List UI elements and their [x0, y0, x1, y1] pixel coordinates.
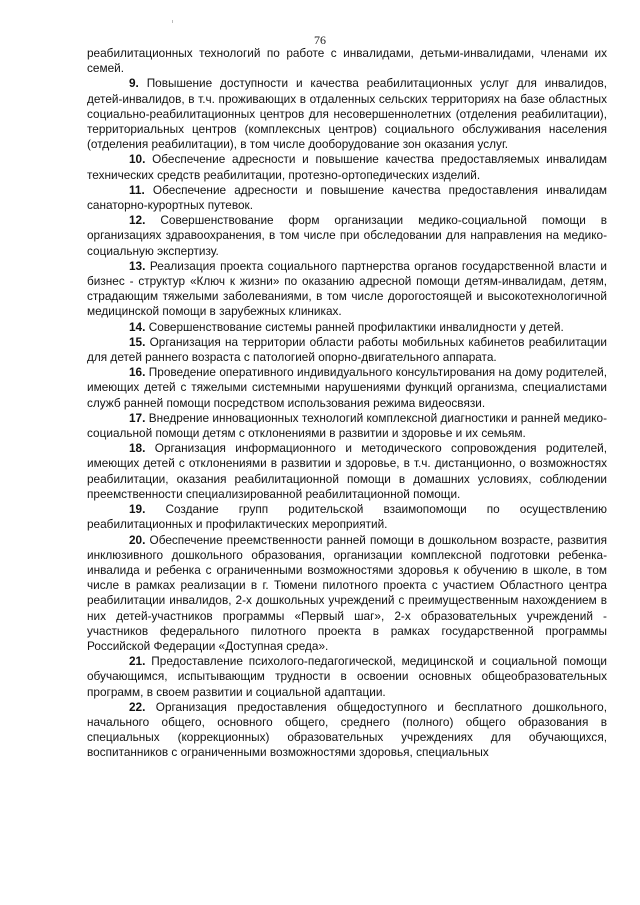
- item-number: 13.: [129, 258, 146, 273]
- item-number: 10.: [129, 152, 146, 167]
- item-text: Организация информационного и методического сопровождения родителей, имеющих детей с отклонениями в развитии и здоровье, в т.ч. дистанционно, о возможностях реабилитации, оказания реабилитационной помощи в домашних условиях, соблюдении преемственности специализированной реабилитационной помощи.: [87, 441, 607, 501]
- item-number: 20.: [129, 532, 146, 547]
- item-number: 19.: [129, 502, 146, 517]
- item-text: Совершенствование форм организации медико-социальной помощи в организациях здравоохранения, в том числе при обследовании для направления на медико-социальную экспертизу.: [87, 213, 608, 258]
- item-text: Реализация проекта социального партнерства органов государственной власти и бизнес - структур «Ключ к жизни» по оказанию адресной помощи детям-инвалидам, детям, страдающим тяжелыми заболеваниями, в том числе дорогостоящей и высокотехнологичной медицинской помощи в зарубежных клиниках.: [87, 258, 608, 319]
- list-item-15: [87, 335, 607, 365]
- item-number: 18.: [129, 441, 146, 456]
- list-item-22: [87, 700, 607, 761]
- item-text: Повышение доступности и качества реабилитационных услуг для инвалидов, детей-инвалидов, в т.ч. проживающих в отдаленных сельских территориях на базе областных социально-реабилитационных центров для несовершеннолетних (отделения реабилитации), территориальных центров (комплексных центров) социального обслуживания населения (отделения реабилитации), в том числе дооборудование зон оказания услуг.: [87, 76, 607, 152]
- list-item-11: [87, 183, 607, 213]
- list-item-14: [87, 320, 607, 335]
- item-text: Организация предоставления общедоступного и бесплатного дошкольного, начального общего, основного общего, среднего (полного) общего образования в специальных (коррекционных) образовательных учреждениях для обучающихся, воспитанников с ограниченными возможностями здоровья, специальных: [87, 699, 607, 760]
- page-number: 76: [314, 33, 326, 47]
- list-item-9: [87, 76, 607, 152]
- item-number: 22.: [129, 699, 146, 714]
- item-text: Создание групп родительской взаимопомощи по осуществлению реабилитационных и профилактических мероприятий.: [87, 502, 607, 532]
- paragraph-continuation: [87, 46, 607, 76]
- item-number: 16.: [129, 365, 146, 380]
- list-item-19: [87, 502, 607, 532]
- item-number: 14.: [129, 319, 146, 334]
- item-text: Обеспечение адресности и повышение качества предоставляемых инвалидам технических средств реабилитации, протезно-ортопедических изделий.: [87, 152, 607, 182]
- list-item-13: [87, 259, 607, 320]
- item-text: Предоставление психолого-педагогической, медицинской и социальной помощи обучающимся, испытывающим трудности в освоении основных общеобразовательных программ, в своем развитии и социальной адаптации.: [87, 654, 608, 699]
- item-number: 21.: [129, 654, 146, 669]
- list-item-10: [87, 152, 607, 182]
- list-item-12: [87, 213, 607, 259]
- list-item-17: [87, 411, 607, 441]
- list-item-16: [87, 365, 607, 411]
- item-number: 17.: [129, 410, 146, 425]
- item-number: 12.: [129, 213, 146, 228]
- document-body: [87, 46, 607, 761]
- item-text: Обеспечение преемственности ранней помощи в дошкольном возрасте, развития инклюзивного дошкольного образования, организации комплексной подготовки ребенка-инвалида и ребенка с ограниченными возможностями здоровья к обучению в школе, в том числе в рамках реализации в г. Тюмени пилотного проекта с участием Областного центра реабилитации инвалидов, 2-х дошкольных учреждений с преимущественным нахождением в них детей-участников программы «Первый шаг», 2-х образовательных учреждений - участников федерального пилотного проекта в рамках государственной программы Российской Федерации «Доступная среда».: [87, 532, 608, 653]
- item-text: Проведение оперативного индивидуального консультирования на дому родителей, имеющих детей с тяжелыми системными нарушениями функций организма, специалистами служб ранней помощи посредством использования режима видеосвязи.: [87, 365, 607, 410]
- paragraph-text: реабилитационных технологий по работе с инвалидами, детьми-инвалидами, членами их семей.: [87, 46, 607, 76]
- item-text: Организация на территории области работы мобильных кабинетов реабилитации для детей раннего возраста с патологией опорно-двигательного аппарата.: [87, 334, 607, 365]
- item-text: Совершенствование системы ранней профилактики инвалидности у детей.: [148, 319, 564, 334]
- item-number: 11.: [129, 182, 145, 197]
- list-item-18: [87, 441, 607, 502]
- item-number: 15.: [129, 334, 146, 349]
- item-text: Внедрение инновационных технологий комплексной диагностики и ранней медико-социальной помощи детям с отклонениями в развитии и здоровье и их семьям.: [87, 410, 607, 441]
- list-item-20: [87, 533, 607, 655]
- list-item-21: [87, 654, 607, 700]
- item-text: Обеспечение адресности и повышение качества предоставления инвалидам санаторно-курортных путевок.: [87, 182, 608, 213]
- scan-mark: [172, 20, 173, 23]
- item-number: 9.: [129, 76, 139, 91]
